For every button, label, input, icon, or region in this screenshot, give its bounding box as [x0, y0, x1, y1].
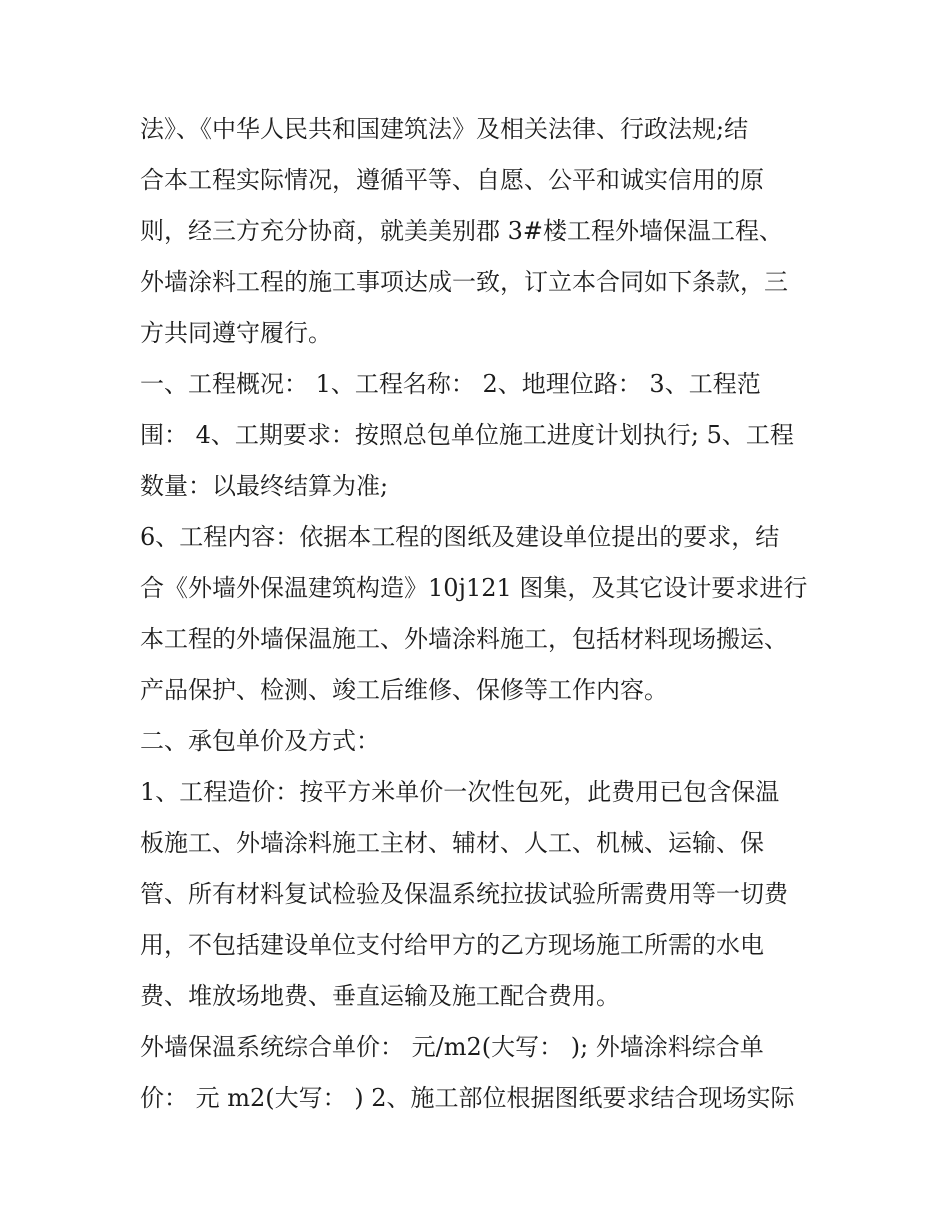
text-line: 本工程的外墙保温施工、外墙涂料施工，包括材料现场搬运、: [140, 625, 788, 653]
text-line: 方共同遵守履行。: [140, 319, 332, 347]
text-line: 外墙涂料工程的施工事项达成一致，订立本合同如下条款，三: [140, 268, 788, 296]
text-line: 数量：以最终结算为准;: [140, 472, 389, 500]
text-line: 产品保护、检测、竣工后维修、保修等工作内容。: [140, 676, 668, 704]
text-line: 外墙保温系统综合单价： 元/m2(大写： ); 外墙涂料综合单: [140, 1033, 764, 1061]
text-line: 板施工、外墙涂料施工主材、辅材、人工、机械、运输、保: [140, 829, 764, 857]
text-line: 一、工程概况： 1、工程名称： 2、地理位路： 3、工程范: [140, 370, 761, 398]
document-body: [140, 104, 820, 1124]
text-line: 6、工程内容：依据本工程的图纸及建设单位提出的要求，结: [140, 523, 780, 551]
text-line: 1、工程造价：按平方米单价一次性包死，此费用已包含保温: [140, 778, 780, 806]
text-line: 价： 元 m2(大写： ) 2、施工部位根据图纸要求结合现场实际: [140, 1084, 795, 1112]
text-line: 法》、《中华人民共和国建筑法》及相关法律、行政法规;结: [140, 115, 749, 143]
text-line: 围： 4、工期要求：按照总包单位施工进度计划执行; 5、工程: [140, 421, 794, 449]
text-line: 管、所有材料复试检验及保温系统拉拔试验所需费用等一切费: [140, 880, 788, 908]
text-line: 二、承包单价及方式：: [140, 727, 380, 755]
text-line: 用，不包括建设单位支付给甲方的乙方现场施工所需的水电: [140, 931, 764, 959]
text-line: 合《外墙外保温建筑构造》10j121 图集，及其它设计要求进行: [140, 574, 808, 602]
text-line: 合本工程实际情况，遵循平等、自愿、公平和诚实信用的原: [140, 166, 764, 194]
text-line: 则，经三方充分协商，就美美别郡 3#楼工程外墙保温工程、: [140, 217, 784, 245]
text-line: 费、堆放场地费、垂直运输及施工配合费用。: [140, 982, 620, 1010]
